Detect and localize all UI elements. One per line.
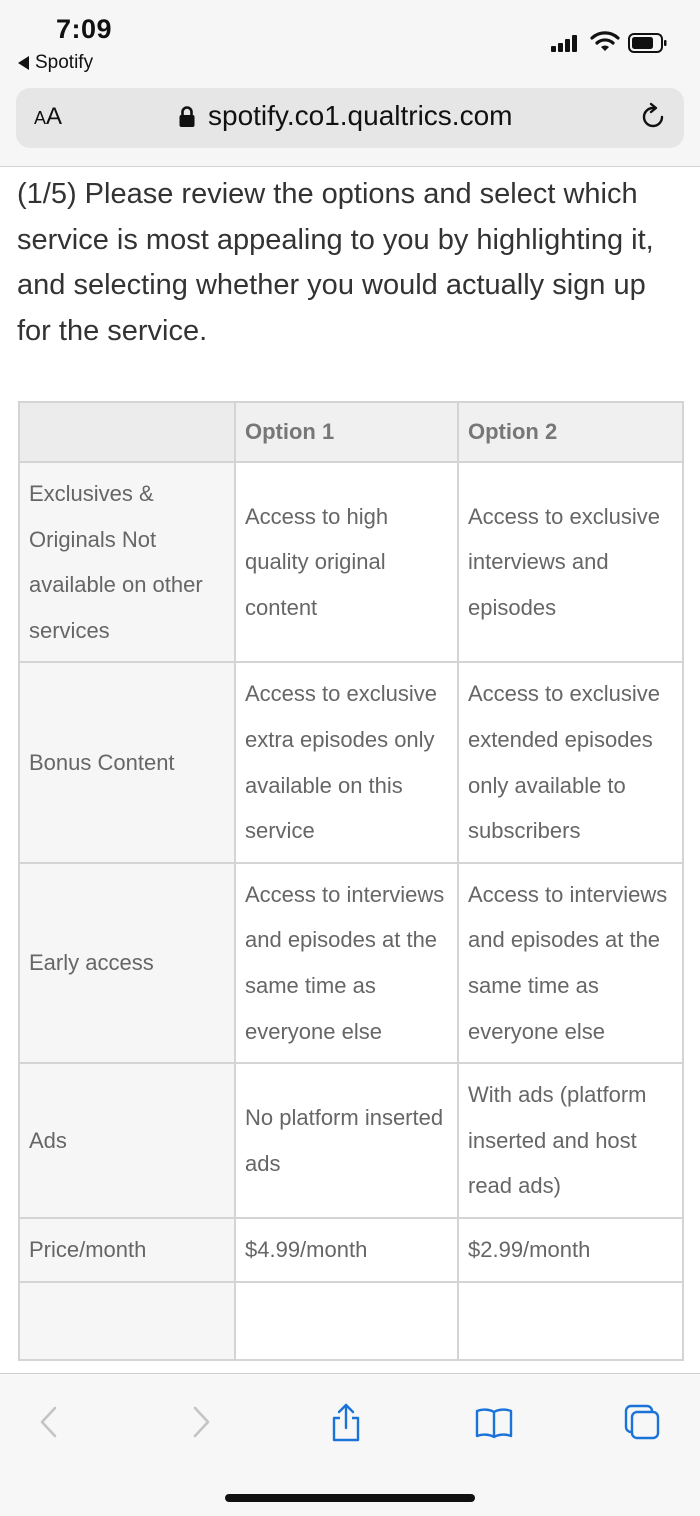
browser-toolbar (0, 1373, 700, 1516)
browser-address-area (0, 82, 700, 167)
row-label: Early access (19, 863, 235, 1063)
status-time: 7:09 (56, 14, 113, 44)
table-row (19, 662, 683, 862)
back-to-app-link[interactable] (18, 52, 93, 74)
header-option-2[interactable]: Option 2 (458, 402, 683, 462)
options-table (18, 401, 684, 1361)
back-app-label: Spotify (35, 52, 94, 73)
table-row (19, 1282, 683, 1360)
table-header-row (19, 402, 683, 462)
table-row (19, 1063, 683, 1218)
address-bar[interactable] (16, 88, 684, 148)
option-2-cell[interactable]: With ads (platform inserted and host read ads) (458, 1063, 683, 1218)
option-2-cell[interactable]: Access to exclusive interviews and episodes (458, 462, 683, 662)
status-bar (0, 0, 700, 82)
tabs-icon[interactable] (622, 1402, 662, 1442)
option-1-cell[interactable]: Access to high quality original content (235, 462, 458, 662)
row-label: Exclusives & Originals Not available on other services (19, 462, 235, 662)
aa-small-label: A (34, 108, 47, 128)
table-row (19, 1218, 683, 1282)
home-indicator (225, 1494, 475, 1502)
row-label (19, 1282, 235, 1360)
row-label: Price/month (19, 1218, 235, 1282)
option-1-cell[interactable]: $4.99/month (235, 1218, 458, 1282)
option-2-cell[interactable] (458, 1282, 683, 1360)
reader-settings-button[interactable] (34, 103, 62, 131)
back-triangle-icon (18, 56, 29, 70)
option-1-cell[interactable] (235, 1282, 458, 1360)
header-option-1[interactable]: Option 1 (235, 402, 458, 462)
chevron-right-icon[interactable] (180, 1402, 220, 1442)
wifi-icon (590, 30, 620, 52)
table-row (19, 462, 683, 662)
book-icon[interactable] (474, 1402, 514, 1442)
option-2-cell[interactable]: Access to interviews and episodes at the same time as everyone else (458, 863, 683, 1063)
option-1-cell[interactable]: No platform inserted ads (235, 1063, 458, 1218)
header-empty-cell (19, 402, 235, 462)
aa-large-label: A (46, 103, 63, 130)
url-text[interactable]: spotify.co1.qualtrics.com (208, 100, 513, 131)
question-text: (1/5) Please review the options and select which service is most appealing to you by highlighting it, and selecting whether you would actually sign up for the service. (17, 178, 654, 347)
row-label: Bonus Content (19, 662, 235, 862)
table-row (19, 863, 683, 1063)
option-1-cell[interactable]: Access to exclusive extra episodes only available on this service (235, 662, 458, 862)
battery-icon (628, 33, 668, 53)
row-label: Ads (19, 1063, 235, 1218)
option-2-cell[interactable]: Access to exclusive extended episodes only available to subscribers (458, 662, 683, 862)
chevron-left-icon[interactable] (30, 1402, 70, 1442)
reload-icon[interactable] (638, 102, 668, 132)
lock-icon (178, 105, 196, 129)
option-2-cell[interactable]: $2.99/month (458, 1218, 683, 1282)
share-icon[interactable] (326, 1402, 366, 1442)
option-1-cell[interactable]: Access to interviews and episodes at the same time as everyone else (235, 863, 458, 1063)
cellular-signal-icon (551, 34, 579, 52)
